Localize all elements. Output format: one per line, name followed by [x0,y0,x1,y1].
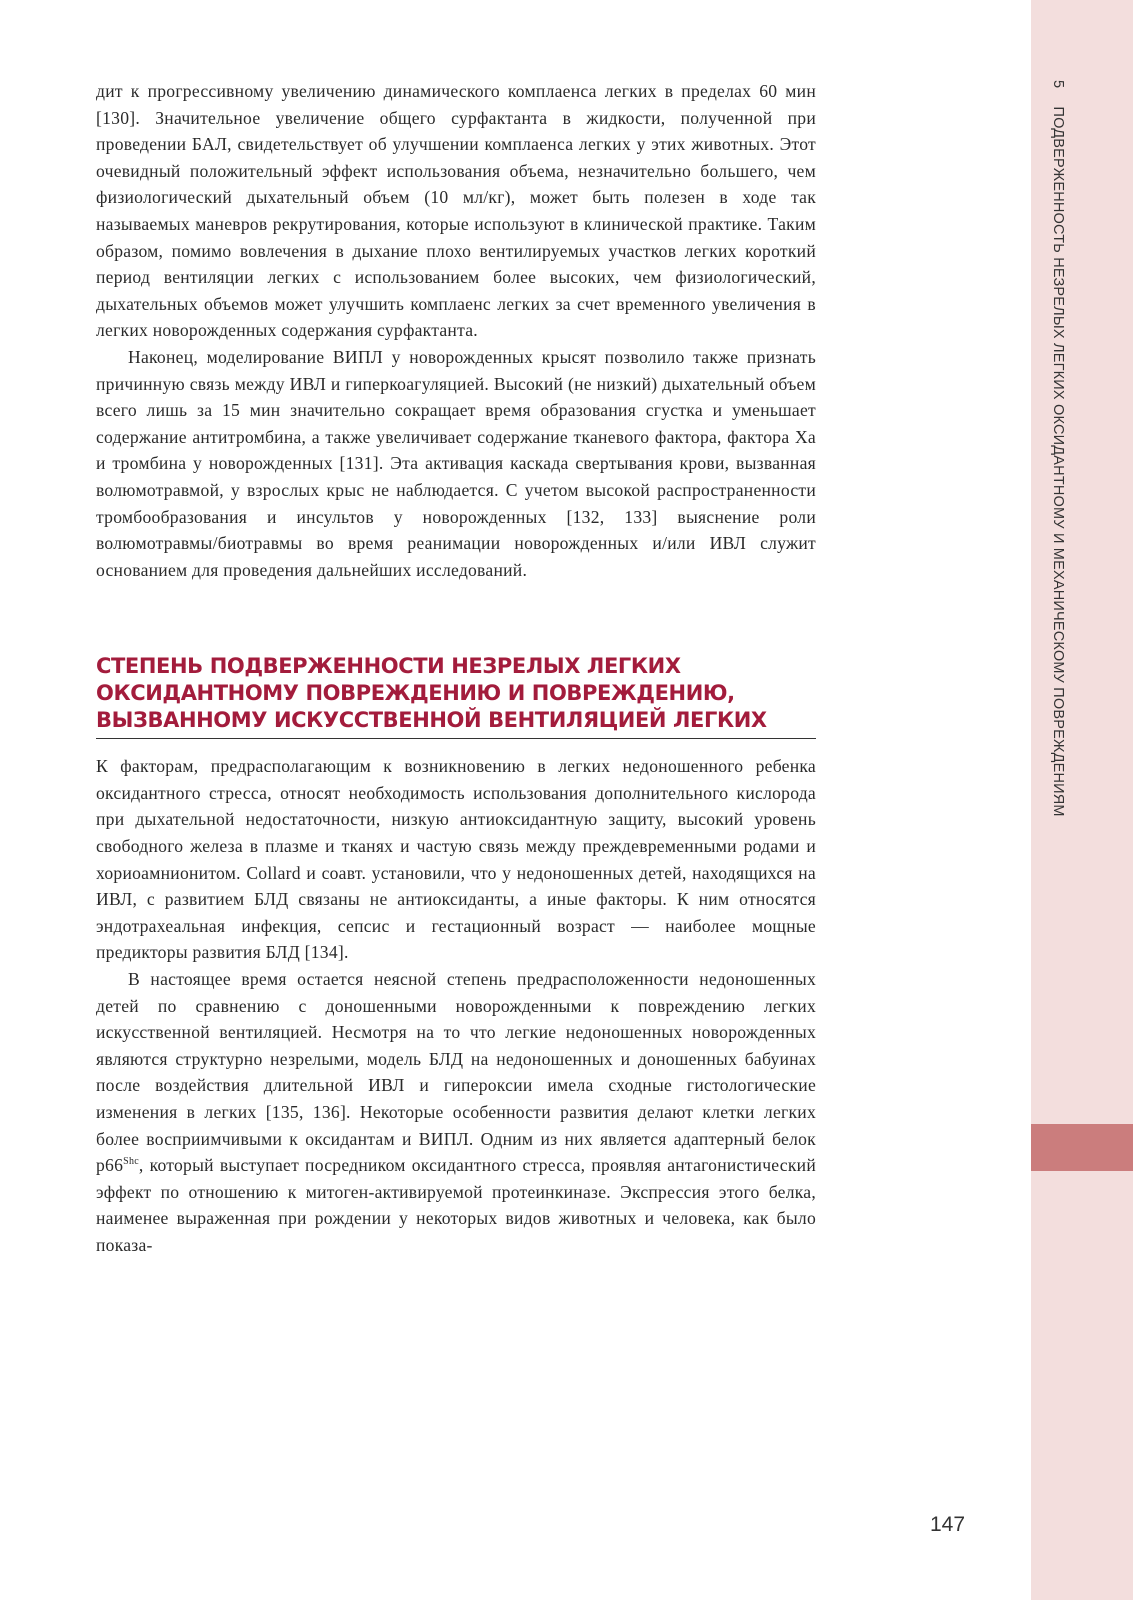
page-number: 147 [930,1513,966,1536]
paragraph-2: Наконец, моделирование ВИПЛ у новорожденных крысят позволило также признать причинную связь между ИВЛ и гиперкоагуляцией. Высокий (не низкий) дыхательный объем всего лишь за 15 мин значительно сокращает время образования сгустка и уменьшает содержание антитромбина, а также увеличивает содержание тканевого фактора, фактора Xa и тромбина у новорожденных [131]. Эта активация каскада свертывания крови, вызванная волюмотравмой, у взрослых крыс не наблюдается. С учетом высокой распространенности тромбообразования и инсультов у новорожденных [132, 133] выяснение роли волюмотравмы/биотравмы во время реанимации новорожденных и/или ИВЛ служит основанием для проведения дальнейших исследований. [96,346,816,580]
section-heading-line-3: ВЫЗВАННОМУ ИСКУССТВЕННОЙ ВЕНТИЛЯЦИЕЙ ЛЕГКИХ [96,708,767,733]
paragraph-4-text: В настоящее время остается неясной степень предрасположенности недоношенных детей по сравнению с доношенными новорожденными к повреждению легких искусственной вентиляцией. Несмотря на то что легкие недоношенных новорожденных являются структурно незрелыми, модель БЛД на недоношенных и доношенных бабуинах после воздействия длительной ИВЛ и гипероксии имела сходные гистологические изменения в легких [135, 136]. Некоторые особенности развития делают клетки легких более восприимчивыми к оксидантам и ВИПЛ. Одним из них является адаптерный белок p66 [96,969,816,1176]
chapter-number: 5 [1050,80,1066,89]
paragraph-4 [96,966,816,1259]
chapter-sidebar-tab [1031,1124,1133,1171]
paragraph-4-text-cont: , который выступает посредником оксидантного стресса, проявляя антагонистический эффект по отношению к митоген-активируемой протеинкиназе. Экспрессия этого белка, наименее выраженная при рождении у некоторых видов животных и человека, как было показа- [96,1155,816,1255]
running-chapter-title [1041,80,1075,980]
paragraph-1: дит к прогрессивному увеличению динамического комплаенса легких в пределах 60 мин [130]. Значительное увеличение общего сурфактанта в жидкости, полученной при проведении БАЛ, свидетельствует об улучшении комплаенса легких у этих животных. Этот очевидный положительный эффект использования объема, незначительно большего, чем физиологический дыхательный объем (10 мл/кг), может быть полезен в ходе так называемых маневров рекрутирования, которые используют в клинической практике. Таким образом, помимо вовлечения в дыхание плохо вентилируемых участков легких короткий период вентиляции легких с использованием более высоких, чем физиологический, дыхательных объемов может улучшить комплаенс легких за счет временного увеличения в легких новорожденных содержания сурфактанта. [96,81,816,341]
section-heading [96,653,816,739]
page-body [96,78,816,1259]
section-heading-line-1: СТЕПЕНЬ ПОДВЕРЖЕННОСТИ НЕЗРЕЛЫХ ЛЕГКИХ [96,654,681,679]
superscript-shc: Shc [123,1156,139,1168]
section-heading-line-2: ОКСИДАНТНОМУ ПОВРЕЖДЕНИЮ И ПОВРЕЖДЕНИЮ, [96,681,735,706]
paragraph-3: К факторам, предрасполагающим к возникновению в легких недоношенного ребенка оксидантного стресса, относят необходимость использования дополнительного кислорода при дыхательной недостаточности, низкую антиоксидантную защиту, высокий уровень свободного железа в плазме и тканях и частую связь между преждевременными родами и хориоамнионитом. Collard и соавт. установили, что у недоношенных детей, находящихся на ИВЛ, с развитием БЛД связаны не антиоксиданты, а иные факторы. К ним относятся эндотрахеальная инфекция, сепсис и гестационный возраст — наиболее мощные предикторы развития БЛД [134]. [96,756,816,963]
chapter-title: ПОДВЕРЖЕННОСТЬ НЕЗРЕЛЫХ ЛЕГКИХ ОКСИДАНТНОМУ И МЕХАНИЧЕСКОМУ ПОВРЕЖДЕНИЯМ [1050,106,1066,817]
